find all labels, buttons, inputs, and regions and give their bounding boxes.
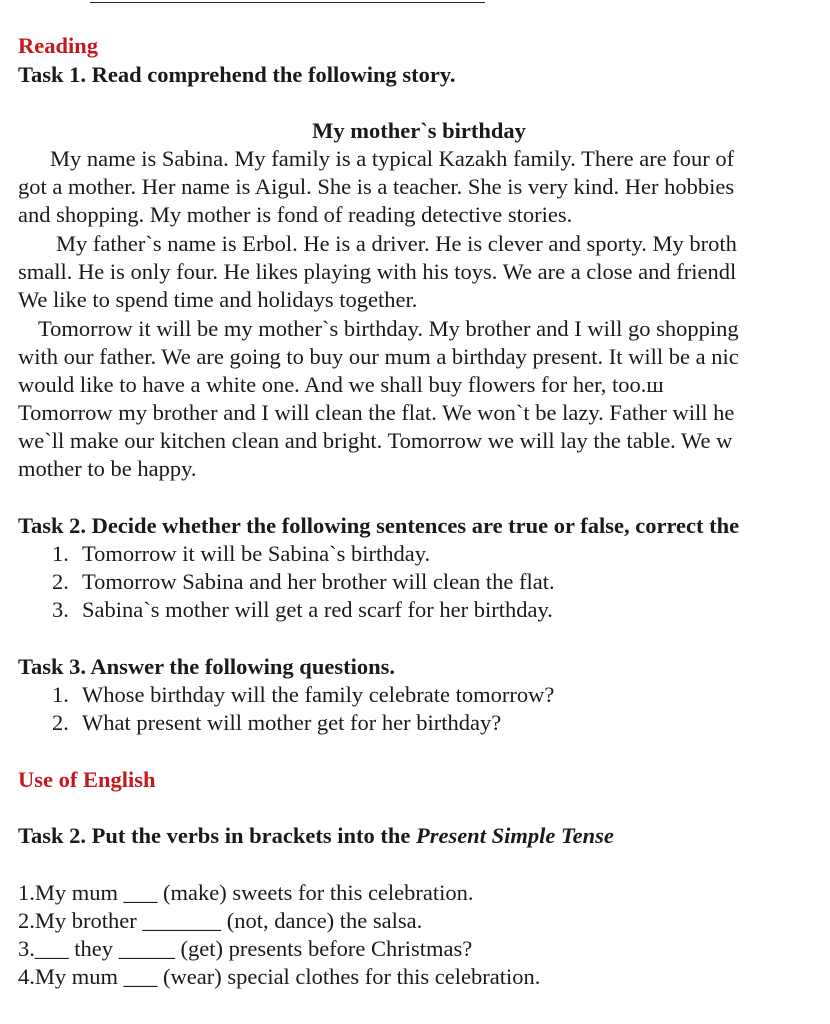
exercise-line: 1.My mum ___ (make) sweets for this celebration. [18,880,474,905]
story-title: My mother`s birthday [312,118,526,143]
list-item-number: 3. [52,597,69,622]
story-line: Tomorrow it will be my mother`s birthday. My brother and I will go shopping [38,316,739,341]
list-item [52,540,430,568]
exercise-line: 4.My mum ___ (wear) special clothes for this celebration. [18,964,541,989]
list-item-text: What present will mother get for her birthday? [82,710,502,735]
list-item-text: Tomorrow Sabina and her brother will clean the flat. [82,569,555,594]
story-line: mother to be happy. [18,456,197,481]
story-line: We like to spend time and holidays together. [18,287,418,312]
task2-grammar-heading [18,822,614,850]
list-item-number: 2. [52,569,69,594]
list-item [52,681,554,709]
story-line: with our father. We are going to buy our mum a birthday present. It will be a nic [18,344,739,369]
task1-heading: Task 1. Read comprehend the following story. [18,62,456,87]
task2-heading: Task 2. Decide whether the following sentences are true or false, correct the [18,513,740,538]
story-line: My father`s name is Erbol. He is a driver. He is clever and sporty. My broth [56,231,737,256]
list-item-number: 1. [52,682,69,707]
story-line: got a mother. Her name is Aigul. She is a teacher. She is very kind. Her hobbies [18,174,735,199]
top-rule [90,2,485,3]
list-item [52,596,553,624]
exercise-line: 2.My brother _______ (not, dance) the salsa. [18,908,423,933]
story-line: Tomorrow my brother and I will clean the flat. We won`t be lazy. Father will he [18,400,735,425]
list-item-number: 2. [52,710,69,735]
story-line: My name is Sabina. My family is a typical Kazakh family. There are four of [50,146,735,171]
list-item-text: Sabina`s mother will get a red scarf for her birthday. [82,597,553,622]
task2-grammar-heading-text: Task 2. Put the verbs in brackets into the [18,823,416,848]
task3-heading: Task 3. Answer the following questions. [18,654,395,679]
exercise-line: 3.___ they _____ (get) presents before Christmas? [18,936,473,961]
story-line: small. He is only four. He likes playing with his toys. We are a close and friendl [18,259,737,284]
section-heading-use-of-english: Use of English [18,767,156,792]
story-line: and shopping. My mother is fond of reading detective stories. [18,202,573,227]
story-line: would like to have a white one. And we shall buy flowers for her, too.ш [18,372,664,397]
story-line: we`ll make our kitchen clean and bright. Tomorrow we will lay the table. We w [18,428,733,453]
list-item-text: Tomorrow it will be Sabina`s birthday. [82,541,431,566]
list-item [52,709,501,737]
list-item-number: 1. [52,541,69,566]
task2-grammar-tense: Present Simple Tense [415,823,614,848]
list-item [52,568,555,596]
list-item-text: Whose birthday will the family celebrate tomorrow? [82,682,555,707]
section-heading-reading: Reading [18,33,99,58]
